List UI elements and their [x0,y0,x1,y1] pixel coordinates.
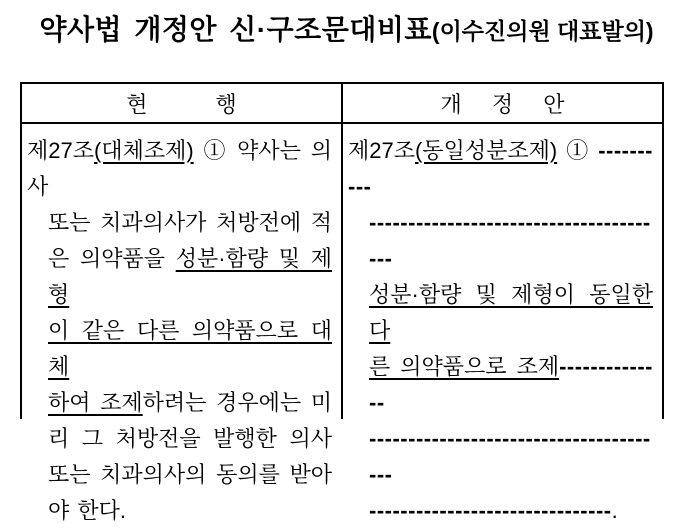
document-title [0,8,693,48]
text-line [27,133,332,205]
underlined-segment: (동일성분조제) [414,138,558,163]
document-title-main: 약사법 개정안 신·구조문대비표 [39,14,432,45]
text-segment: 제27조 [348,138,415,163]
text-segment: 하려는 경우에는 미 [142,390,332,415]
text-line [348,421,653,493]
text-segment: ① [557,138,599,163]
text-line [27,313,332,385]
dash-run: --------------------------------------- [369,210,651,271]
text-line [348,493,653,529]
text-segment: 리 그 처방전을 발행한 의사 [48,426,332,451]
header-cell-amendment: 개 정 안 [440,91,565,117]
dash-run: ------------------------------- [369,498,612,523]
document-title-sub: (이수진의원 대표발의) [431,18,654,44]
comparison-table [20,82,664,523]
text-line [348,277,653,349]
underlined-segment: 른 의약품으로 조제 [369,354,560,379]
text-line [348,133,653,205]
underlined-segment: 성분·함량 및 제형 [48,246,332,307]
underlined-segment: 하여 조제 [48,390,143,415]
text-line [348,205,653,277]
text-segment: 은 의약품을 [48,246,176,271]
text-segment: 또는 치과의사의 동의를 받아 [48,462,332,487]
text-line [27,205,332,241]
text-segment: 또는 치과의사가 처방전에 적 [48,210,332,235]
text-line [348,349,653,421]
header-cell-current: 현 행 [22,84,343,122]
dash-run: -------------- [369,354,653,415]
text-segment: ① 약사는 의사 [27,138,332,199]
table-header-row [22,84,662,124]
text-segment: . [611,498,618,523]
text-line [27,421,332,457]
cell-amendment-text [343,124,662,523]
underlined-segment: (대체조제) [93,138,194,163]
underlined-segment: 이 같은 다른 의약품으로 대체 [48,318,332,379]
text-segment: 제27조 [27,138,94,163]
text-line [27,457,332,493]
underlined-segment: 성분·함량 및 제형이 동일한 다 [369,282,653,343]
dash-run: --------------------------------------- [369,426,651,487]
text-line [27,241,332,313]
dash-run: ---------- [348,138,653,199]
text-segment: 야 한다. [48,498,126,523]
text-line [27,493,332,529]
cell-current-text [22,124,343,523]
text-line [27,385,332,421]
table-body-row [22,124,662,523]
